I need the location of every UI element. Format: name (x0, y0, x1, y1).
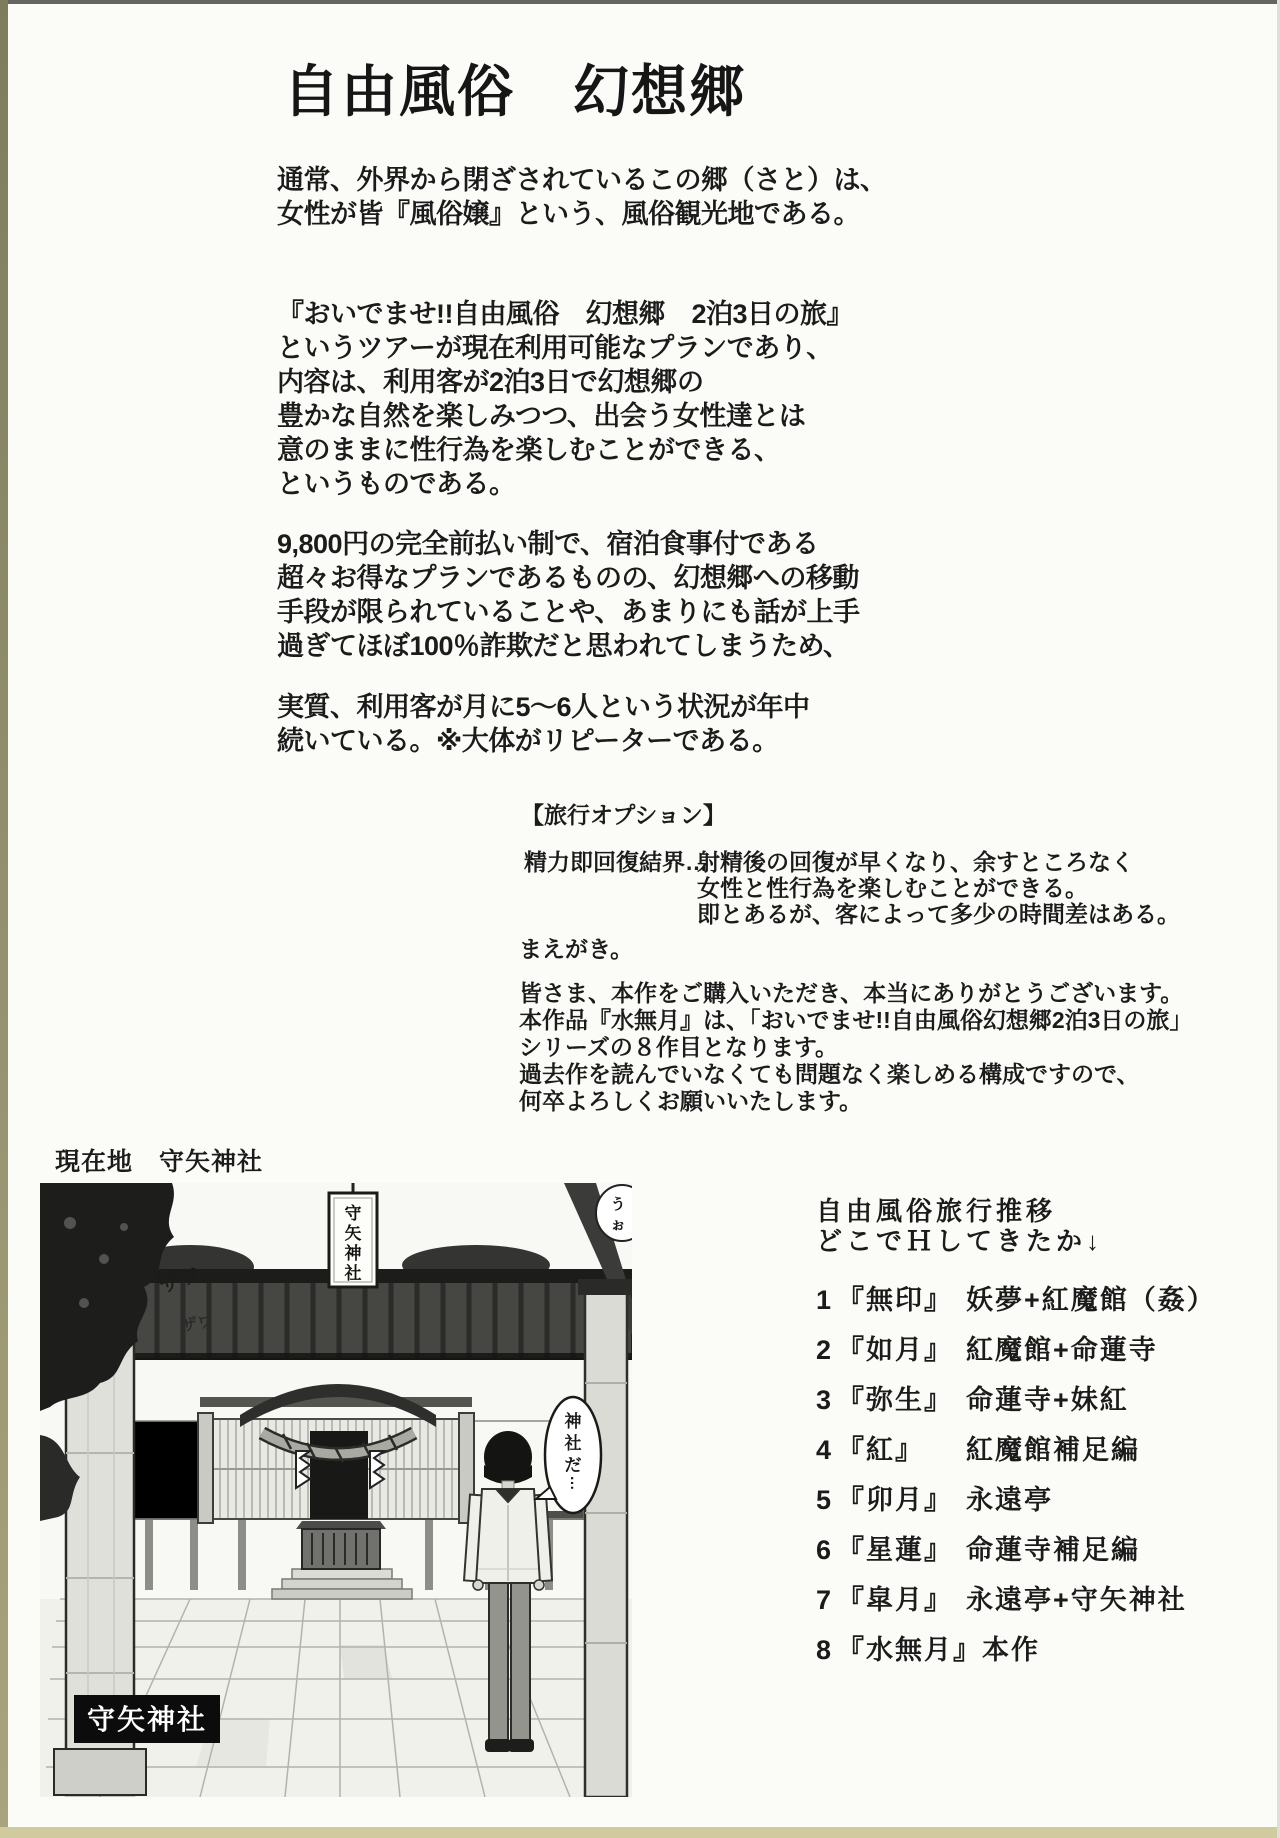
text-line: 9,800円の完全前払い制で、宿泊食事付である (277, 529, 819, 559)
price-paragraph (277, 527, 859, 663)
text-line: シリーズの８作目となります。 (519, 1034, 839, 1060)
bubble-char: 社 (564, 1434, 582, 1453)
text-line: 内容は、利用客が2泊3日で幻想郷の (277, 367, 704, 397)
text-line: 超々お得なプランであるものの、幻想郷への移動 (277, 563, 859, 593)
options-term: 精力即回復結界… (524, 849, 708, 875)
item-number: 8 (816, 1635, 834, 1665)
history-item (816, 1428, 1216, 1478)
item-title: 『卯月』 (837, 1485, 954, 1515)
current-location-label: 現在地 守矢神社 (55, 1148, 264, 1176)
text-line: 『おいでませ!!自由風俗 幻想郷 2泊3日の旅』 (277, 299, 854, 329)
history-item (816, 1328, 1216, 1378)
history-item (816, 1478, 1216, 1528)
shrine-illustration (40, 1183, 632, 1797)
sfx-text: ザワ (180, 1313, 215, 1335)
text-line: 意のままに性行為を楽しむことができる、 (277, 435, 781, 465)
item-title: 『皐月』 (837, 1585, 954, 1615)
text-line: 豊かな自然を楽しみつつ、出会う女性達とは (277, 401, 806, 431)
text-line: というツアーが現在利用可能なプランであり、 (277, 333, 833, 363)
shrine-illustration-frame (40, 1183, 632, 1797)
options-entry (524, 849, 1180, 927)
text-line: 過去作を読んでいなくても問題なく楽しめる構成ですので、 (519, 1061, 1140, 1087)
text-line: 続いている。※大体がリピーターである。 (277, 726, 779, 756)
item-title: 『水無月』 (837, 1635, 983, 1665)
bubble-char: だ (564, 1456, 582, 1475)
history-item (816, 1278, 1216, 1328)
item-detail: 本作 (982, 1635, 1041, 1665)
plaque-char: 矢 (344, 1224, 362, 1243)
text-line: 射精後の回復が早くなり、余すところなく (697, 849, 1134, 875)
shrine-steps (272, 1569, 412, 1599)
item-detail: 紅魔館+命蓮寺 (966, 1335, 1158, 1365)
caption-box (74, 1695, 220, 1743)
intro-paragraph (277, 163, 887, 231)
preface-paragraph (519, 980, 1192, 1115)
scan-edge-left (0, 0, 8, 1838)
history-item (816, 1628, 1216, 1678)
offering-box (296, 1521, 386, 1569)
item-number: 3 (816, 1385, 834, 1415)
item-title: 『紅』 (837, 1435, 925, 1465)
bubble-char: … (567, 1475, 584, 1491)
item-number: 2 (816, 1335, 834, 1365)
options-heading: 【旅行オプション】 (521, 802, 726, 828)
item-detail: 永遠亭 (966, 1485, 1053, 1515)
text-line: 通常、外界から閉ざされているこの郷（さと）は、 (277, 165, 887, 195)
bubble-char: う (610, 1196, 626, 1213)
text-line: 手段が限られていることや、あまりにも話が上手 (277, 597, 860, 627)
text-line: 何卒よろしくお願いいたします。 (519, 1088, 863, 1114)
item-title: 『無印』 (837, 1285, 954, 1315)
history-item (816, 1528, 1216, 1578)
text-line: というものである。 (277, 469, 516, 499)
bubble-char: 神 (564, 1412, 582, 1431)
sfx-text: ザワ (156, 1262, 204, 1298)
caption-text: 守矢神社 (86, 1704, 208, 1735)
bubble-char: ぉ (610, 1216, 626, 1233)
history-item (816, 1578, 1216, 1628)
item-title: 『星蓮』 (837, 1535, 954, 1565)
reality-paragraph (277, 690, 810, 758)
plaque-char: 社 (344, 1264, 362, 1283)
history-heading-line1: 自由風俗旅行推移 (816, 1196, 1057, 1226)
item-number: 1 (816, 1285, 834, 1315)
text-line: 女性が皆『風俗嬢』という、風俗観光地である。 (277, 199, 860, 229)
plaque-char: 神 (344, 1244, 362, 1263)
text-line: 皆さま、本作をご購入いただき、本当にありがとうございます。 (519, 980, 1184, 1006)
item-detail: 命蓮寺+妹紅 (966, 1385, 1129, 1415)
text-line: 本作品『水無月』は、「おいでませ!!自由風俗幻想郷2泊3日の旅」 (519, 1007, 1193, 1033)
options-desc (697, 849, 1180, 927)
item-number: 5 (816, 1485, 834, 1515)
item-title: 『如月』 (837, 1335, 954, 1365)
plaque-char: 守 (344, 1204, 362, 1223)
history-item (816, 1378, 1216, 1428)
history-heading-line2: どこでＨしてきたか↓ (816, 1226, 1104, 1256)
item-number: 6 (816, 1535, 834, 1565)
item-detail: 妖夢+紅魔館（姦） (966, 1285, 1216, 1315)
travel-history (816, 1196, 1216, 1678)
scan-edge-bottom (0, 1827, 1280, 1838)
text-line: 過ぎてほぼ100％詐欺だと思われてしまうため、 (277, 631, 850, 661)
text-line: 実質、利用客が月に5〜6人という状況が年中 (277, 692, 810, 722)
item-detail: 命蓮寺補足編 (966, 1535, 1140, 1565)
item-detail: 永遠亭+守矢神社 (966, 1585, 1187, 1615)
item-title: 『弥生』 (837, 1385, 954, 1415)
item-number: 7 (816, 1585, 834, 1615)
preface-heading: まえがき。 (519, 936, 634, 962)
page-title: 自由風俗 幻想郷 (283, 60, 747, 123)
item-number: 4 (816, 1435, 834, 1465)
tour-paragraph (277, 297, 853, 501)
text-line: 女性と性行為を楽しむことができる。 (697, 875, 1088, 901)
history-items (816, 1278, 1216, 1678)
scan-edge-top (0, 0, 1280, 4)
text-line: 即とあるが、客によって多少の時間差はある。 (697, 901, 1180, 927)
item-detail: 紅魔館補足編 (966, 1435, 1140, 1465)
shrine-plaque (329, 1183, 377, 1287)
